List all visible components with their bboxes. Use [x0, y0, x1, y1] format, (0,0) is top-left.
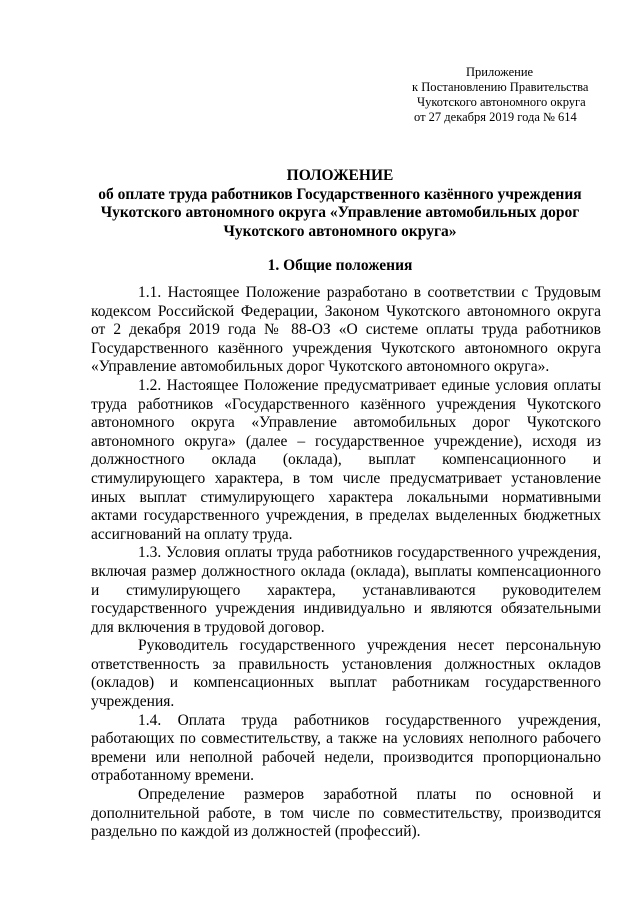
title-line: Чукотского автономного округа «Управление автомобильных дорог	[100, 204, 580, 221]
title-line: об оплате труда работников Государственного казённого учреждения	[98, 185, 582, 203]
paragraph-1-3: 1.3. Условия оплаты труда работников государственного учреждения, включая размер должностного оклада (оклада), выплаты компенсационного и стимулирующего характера, устанавливаются руководителем государственного учреждения индивидуально и являются обязательными для включения в трудовой договор.	[91, 544, 601, 636]
appendix-date-line: от 27 декабря 2019 года № 614	[414, 110, 577, 124]
appendix-line: Чукотского автономного округа	[417, 95, 586, 109]
paragraph-1-4: 1.4. Оплата труда работников государственного учреждения, работающих по совместительству, а также на условиях неполного рабочего времени или неполной рабочей недели, производится пропорционально отработанному времени.	[91, 711, 601, 785]
paragraph-salary-determination: Определение размеров заработной платы по основной и дополнительной работе, в том числе по совместительству, производится раздельно по каждой из должностей (профессий).	[91, 786, 601, 841]
title-line: ПОЛОЖЕНИЕ	[286, 167, 394, 184]
appendix-line: к Постановлению Правительства	[412, 80, 589, 94]
document-title	[80, 167, 600, 241]
paragraph-1-1: 1.1. Настоящее Положение разработано в соответствии с Трудовым кодексом Российской Федерации, Законом Чукотского автономного округа от 2 декабря 2019 года № 88-ОЗ «О системе оплаты труда работников Государственного казённого учреждения Чукотского автономного округа «Управление автомобильных дорог Чукотского автономного округа».	[91, 284, 601, 376]
section-heading: 1. Общие положения	[267, 257, 413, 274]
paragraph-responsibility: Руководитель государственного учреждения несет персональную ответственность за правильность установления должностных окладов (окладов) и компенсационных выплат работникам государственного учреждения.	[91, 637, 601, 711]
appendix-line: Приложение	[466, 65, 534, 79]
paragraph-1-2: 1.2. Настоящее Положение предусматривает единые условия оплаты труда работников «Государственного казённого учреждения Чукотского автономного округа «Управление автомобильных дорог Чукотского автономного округа» (далее – государственное учреждение), исходя из должностного оклада (оклада), выплат компенсационного и стимулирующего характера, в том числе предусматривает установление иных выплат стимулирующего характера локальными нормативными актами государственного учреждения, в пределах выделенных бюджетных ассигнований на оплату труда.	[91, 376, 601, 543]
section-body	[91, 284, 601, 842]
title-line: Чукотского автономного округа»	[223, 222, 457, 240]
appendix-block	[400, 65, 620, 125]
